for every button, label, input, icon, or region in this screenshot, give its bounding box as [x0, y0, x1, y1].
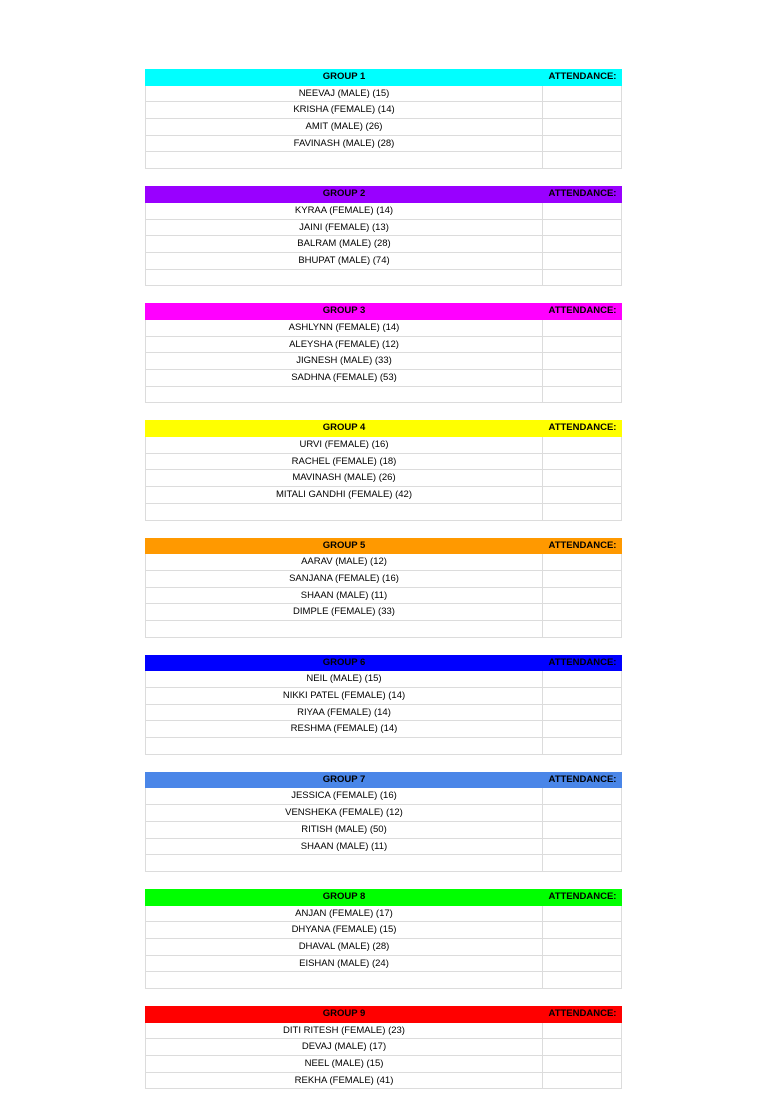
group-title-cell[interactable]: GROUP 1	[322, 71, 366, 82]
empty-cell[interactable]	[543, 621, 622, 637]
member-row	[145, 604, 622, 621]
attendance-cell[interactable]	[543, 922, 622, 938]
attendance-cell[interactable]	[543, 203, 622, 219]
attendance-cell[interactable]	[543, 470, 622, 486]
member-row	[145, 906, 622, 923]
group-header-row	[145, 303, 622, 320]
member-name-cell[interactable]: SANJANA (FEMALE) (16)	[145, 571, 543, 587]
attendance-cell[interactable]	[543, 604, 622, 620]
member-row	[145, 437, 622, 454]
attendance-header-cell[interactable]: ATTENDANCE:	[548, 539, 617, 551]
attendance-cell[interactable]	[543, 788, 622, 804]
group-header-row	[145, 538, 622, 555]
attendance-cell[interactable]	[543, 236, 622, 252]
group-header-row	[145, 772, 622, 789]
member-row	[145, 922, 622, 939]
member-name-cell[interactable]: MAVINASH (MALE) (26)	[145, 470, 543, 486]
member-name-cell[interactable]: AARAV (MALE) (12)	[145, 554, 543, 570]
attendance-cell[interactable]	[543, 353, 622, 369]
member-row	[145, 337, 622, 354]
attendance-cell[interactable]	[543, 571, 622, 587]
attendance-cell[interactable]	[543, 671, 622, 687]
member-name-cell[interactable]: FAVINASH (MALE) (28)	[145, 136, 543, 152]
attendance-header-cell[interactable]: ATTENDANCE:	[548, 773, 617, 785]
member-row	[145, 721, 622, 738]
blank-row	[145, 972, 622, 989]
group-header-row	[145, 655, 622, 672]
member-row	[145, 353, 622, 370]
group-title-cell[interactable]: GROUP 4	[322, 422, 366, 434]
member-name-cell[interactable]: DEVAJ (MALE) (17)	[145, 1039, 543, 1055]
blank-row	[145, 504, 622, 521]
attendance-cell[interactable]	[543, 688, 622, 704]
member-row	[145, 671, 622, 688]
group-block	[145, 772, 622, 872]
member-name-cell[interactable]: ANJAN (FEMALE) (17)	[145, 906, 543, 922]
member-name-cell[interactable]: VENSHEKA (FEMALE) (12)	[145, 805, 543, 821]
empty-cell[interactable]	[145, 270, 543, 286]
attendance-cell[interactable]	[543, 370, 622, 386]
member-row	[145, 119, 622, 136]
group-block	[145, 186, 622, 286]
member-row	[145, 236, 622, 253]
member-name-cell[interactable]: DHYANA (FEMALE) (15)	[145, 922, 543, 938]
group-block	[145, 889, 622, 989]
member-name-cell[interactable]: NEIL (MALE) (15)	[145, 671, 543, 687]
member-name-cell[interactable]: KYRAA (FEMALE) (14)	[145, 203, 543, 219]
member-name-cell[interactable]: AMIT (MALE) (26)	[145, 119, 543, 135]
member-name-cell[interactable]: NEEL (MALE) (15)	[145, 1056, 543, 1072]
group-title-cell[interactable]: GROUP 5	[322, 539, 366, 551]
member-name-cell[interactable]: MITALI GANDHI (FEMALE) (42)	[145, 487, 543, 503]
member-row	[145, 1023, 622, 1040]
member-row	[145, 203, 622, 220]
empty-cell[interactable]	[145, 972, 543, 988]
attendance-cell[interactable]	[543, 136, 622, 152]
attendance-cell[interactable]	[543, 956, 622, 972]
member-row	[145, 705, 622, 722]
blank-row	[145, 270, 622, 287]
member-row	[145, 454, 622, 471]
empty-cell[interactable]	[145, 855, 543, 871]
attendance-cell[interactable]	[543, 437, 622, 453]
member-row	[145, 554, 622, 571]
member-row	[145, 805, 622, 822]
member-row	[145, 253, 622, 270]
member-name-cell[interactable]: REKHA (FEMALE) (41)	[145, 1073, 543, 1089]
empty-cell[interactable]	[145, 152, 543, 168]
group-title-cell[interactable]: GROUP 2	[322, 188, 366, 200]
member-row	[145, 136, 622, 153]
attendance-cell[interactable]	[543, 102, 622, 118]
member-row	[145, 788, 622, 805]
empty-cell[interactable]	[145, 504, 543, 520]
attendance-cell[interactable]	[543, 721, 622, 737]
group-header-row	[145, 1006, 622, 1023]
attendance-cell[interactable]	[543, 220, 622, 236]
member-name-cell[interactable]: NIKKI PATEL (FEMALE) (14)	[145, 688, 543, 704]
empty-cell[interactable]	[543, 387, 622, 403]
member-name-cell[interactable]: JAINI (FEMALE) (13)	[145, 220, 543, 236]
attendance-cell[interactable]	[543, 554, 622, 570]
blank-row	[145, 855, 622, 872]
member-row	[145, 956, 622, 973]
attendance-cell[interactable]	[543, 1073, 622, 1089]
empty-cell[interactable]	[543, 152, 622, 168]
attendance-cell[interactable]	[543, 320, 622, 336]
attendance-cell[interactable]	[543, 337, 622, 353]
member-name-cell[interactable]: NEEVAJ (MALE) (15)	[145, 86, 543, 102]
member-row	[145, 1056, 622, 1073]
member-name-cell[interactable]: KRISHA (FEMALE) (14)	[145, 102, 543, 118]
attendance-cell[interactable]	[543, 454, 622, 470]
member-name-cell[interactable]: DITI RITESH (FEMALE) (23)	[145, 1023, 543, 1039]
member-row	[145, 487, 622, 504]
attendance-header-cell[interactable]: ATTENDANCE:	[548, 188, 617, 200]
member-row	[145, 220, 622, 237]
group-title-cell[interactable]: GROUP 8	[322, 890, 366, 902]
attendance-cell[interactable]	[543, 86, 622, 102]
member-row	[145, 1039, 622, 1056]
member-name-cell[interactable]: DIMPLE (FEMALE) (33)	[145, 604, 543, 620]
group-title-cell[interactable]: GROUP 9	[322, 1008, 366, 1019]
member-name-cell[interactable]: JESSICA (FEMALE) (16)	[145, 788, 543, 804]
attendance-cell[interactable]	[543, 839, 622, 855]
attendance-cell[interactable]	[543, 487, 622, 503]
attendance-header-cell[interactable]: ATTENDANCE:	[548, 422, 617, 434]
member-row	[145, 688, 622, 705]
empty-cell[interactable]	[543, 738, 622, 754]
attendance-cell[interactable]	[543, 906, 622, 922]
member-name-cell[interactable]: EISHAN (MALE) (24)	[145, 956, 543, 972]
member-row	[145, 320, 622, 337]
attendance-cell[interactable]	[543, 939, 622, 955]
empty-cell[interactable]	[145, 387, 543, 403]
group-title-cell[interactable]: GROUP 6	[322, 656, 366, 668]
member-row	[145, 822, 622, 839]
attendance-cell[interactable]	[543, 588, 622, 604]
member-name-cell[interactable]: ASHLYNN (FEMALE) (14)	[145, 320, 543, 336]
member-row	[145, 1073, 622, 1090]
member-name-cell[interactable]: SHAAN (MALE) (11)	[145, 588, 543, 604]
member-name-cell[interactable]: RIYAA (FEMALE) (14)	[145, 705, 543, 721]
member-name-cell[interactable]: SHAAN (MALE) (11)	[145, 839, 543, 855]
member-row	[145, 571, 622, 588]
empty-cell[interactable]	[543, 855, 622, 871]
attendance-sheet	[145, 69, 622, 1106]
group-header-row	[145, 69, 622, 86]
empty-cell[interactable]	[145, 738, 543, 754]
group-block	[145, 538, 622, 638]
member-row	[145, 470, 622, 487]
attendance-header-cell[interactable]: ATTENDANCE:	[548, 305, 617, 317]
group-header-row	[145, 420, 622, 437]
member-name-cell[interactable]: BALRAM (MALE) (28)	[145, 236, 543, 252]
group-title-cell[interactable]: GROUP 3	[322, 305, 366, 317]
group-block	[145, 1006, 622, 1089]
member-row	[145, 588, 622, 605]
attendance-cell[interactable]	[543, 253, 622, 269]
blank-row	[145, 387, 622, 404]
member-name-cell[interactable]: BHUPAT (MALE) (74)	[145, 253, 543, 269]
member-row	[145, 839, 622, 856]
member-name-cell[interactable]: JIGNESH (MALE) (33)	[145, 353, 543, 369]
member-name-cell[interactable]: URVI (FEMALE) (16)	[145, 437, 543, 453]
attendance-cell[interactable]	[543, 1056, 622, 1072]
attendance-cell[interactable]	[543, 1039, 622, 1055]
attendance-cell[interactable]	[543, 1023, 622, 1039]
attendance-cell[interactable]	[543, 822, 622, 838]
member-name-cell[interactable]: ALEYSHA (FEMALE) (12)	[145, 337, 543, 353]
member-row	[145, 939, 622, 956]
attendance-header-cell[interactable]: ATTENDANCE:	[548, 890, 617, 902]
group-block	[145, 303, 622, 403]
empty-cell[interactable]	[543, 504, 622, 520]
blank-row	[145, 738, 622, 755]
group-title-cell[interactable]: GROUP 7	[322, 773, 366, 785]
member-name-cell[interactable]: RACHEL (FEMALE) (18)	[145, 454, 543, 470]
group-header-row	[145, 186, 622, 203]
group-header-row	[145, 889, 622, 906]
member-name-cell[interactable]: RITISH (MALE) (50)	[145, 822, 543, 838]
member-name-cell[interactable]: DHAVAL (MALE) (28)	[145, 939, 543, 955]
blank-row	[145, 152, 622, 169]
attendance-cell[interactable]	[543, 705, 622, 721]
member-row	[145, 102, 622, 119]
member-name-cell[interactable]: RESHMA (FEMALE) (14)	[145, 721, 543, 737]
group-block	[145, 420, 622, 520]
member-row	[145, 370, 622, 387]
empty-cell[interactable]	[543, 270, 622, 286]
attendance-header-cell[interactable]: ATTENDANCE:	[548, 656, 617, 668]
attendance-header-cell[interactable]: ATTENDANCE:	[548, 71, 617, 82]
member-name-cell[interactable]: SADHNA (FEMALE) (53)	[145, 370, 543, 386]
attendance-header-cell[interactable]: ATTENDANCE:	[548, 1008, 617, 1019]
empty-cell[interactable]	[145, 621, 543, 637]
attendance-cell[interactable]	[543, 805, 622, 821]
blank-row	[145, 621, 622, 638]
empty-cell[interactable]	[543, 972, 622, 988]
group-block	[145, 655, 622, 755]
group-block	[145, 69, 622, 169]
member-row	[145, 86, 622, 103]
attendance-cell[interactable]	[543, 119, 622, 135]
